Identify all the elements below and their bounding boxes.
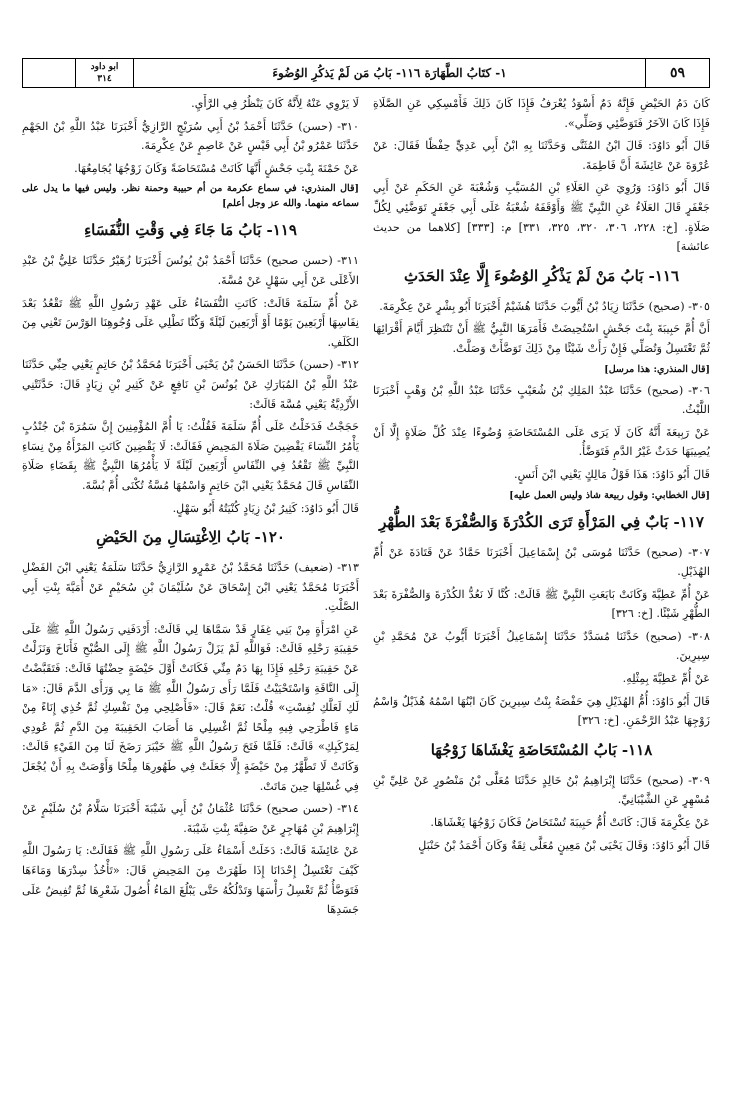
paragraph: كَانَ دَمُ الحَيْضِ فَإِنَّهُ دَمٌ أَسْوَدُ يُعْرَفُ فَإِذَا كَانَ ذَلِكَ فَأَمْسِكِي عَنِ الصَّلَاةِ فَإِذَا كَانَ الآخَرُ فَتَوَضَّئِي وَصَلِّي». (373, 97, 710, 130)
paragraph: قَالَ أَبُو دَاوُدَ: قَالَ ابْنُ المُثَنَّى وَحَدَّثَنَا بِهِ ابْنُ أَبِي عَدِيٍّ حِفْظًا فَقَالَ: عَنْ عُرْوَةَ عَنْ عَائِشَةَ أَنَّ فَاطِمَةَ. (373, 139, 710, 172)
paragraph: ٣١٢- (حسن) حَدَّثَنَا الحَسَنُ بْنُ يَحْيَى أَخْبَرَنَا مُحَمَّدُ بْنُ حَاتِمٍ يَعْنِي حِبِّي حَدَّثَنَا عَبْدُ اللَّهِ بْنُ المُبَارَكِ عَنْ يُونُسَ بْنِ نَافِعٍ عَنْ كَثِيرِ بْنِ زِيَادٍ قَالَ: حَدَّثَتْنِي الأَزْدِيَّةُ يَعْنِي مُسَّةَ قَالَتْ: (22, 358, 359, 411)
paragraph: عَنْ رَبِيعَةَ أَنَّهُ كَانَ لَا يَرَى عَلَى المُسْتَحَاضَةِ وُضُوءًا عِنْدَ كُلِّ صَلَاةٍ إِلَّا أَنْ يُصِيبَهَا حَدَثٌ غَيْرُ الدَّمِ فَتَوَضَّأُ. (373, 425, 710, 459)
paragraph: قَالَ أَبُو دَاوُدَ: أُمُّ الهُذَيْلِ هِيَ حَفْصَةُ بِنْتُ سِيرِينَ كَانَ ابْنُهَا اسْمُهُ هُذَيْلٌ وَاسْمُ زَوْجِهَا عَبْدُ الرَّحْمَنِ. [خ: ٣٢٦] (373, 694, 710, 728)
paragraph: ٣٠٦- (صحيح) حَدَّثَنَا عَبْدُ المَلِكِ بْنُ شُعَيْبٍ حَدَّثَنَا عَبْدُ اللَّهِ بْنُ وَهْبٍ أَخْبَرَنَا اللَّيْثُ. (373, 383, 710, 417)
right-column (373, 94, 710, 1092)
page-number: ٥٩ (645, 59, 709, 87)
book-name: ابو داود (90, 62, 119, 72)
paragraph: ٣٠٨- (صحيح) حَدَّثَنَا مُسَدَّدٌ حَدَّثَنَا إِسْمَاعِيلُ أَخْبَرَنَا أَيُّوبُ عَنْ مُحَمَّدِ بْنِ سِيرِينَ. (373, 629, 710, 663)
paragraph: قَالَ أَبُو دَاوُدَ: هَذَا قَوْلُ مَالِكٍ يَعْنِي ابْنَ أَنَسٍ. (514, 467, 710, 481)
page-header (22, 58, 710, 88)
paragraph: ٣٠٥- (صحيح) حَدَّثَنَا زِيَادُ بْنُ أَيُّوبَ حَدَّثَنَا هُشَيْمٌ أَخْبَرَنَا أَبُو بِشْرٍ عَنْ عِكْرِمَةَ. (379, 299, 710, 313)
chapter-heading: ١١٧- بَابٌ فِي المَرْأَةِ تَرَى الكُدْرَةَ وَالصُّفْرَةَ بَعْدَ الطُّهْرِ (379, 512, 704, 531)
paragraph: ٣١١- (حسن صحيح) حَدَّثَنَا أَحْمَدُ بْنُ يُونُسَ أَخْبَرَنَا زُهَيْرٌ حَدَّثَنَا عَلِيُّ بْنُ عَبْدِ الأَعْلَى عَنْ أَبِي سَهْلٍ عَنْ مُسَّةَ. (22, 254, 359, 287)
book-hadith-box (75, 59, 133, 87)
paragraph: عَنْ أُمِّ عَطِيَّةَ بِمِثْلِهِ. (622, 672, 710, 686)
paragraph: عَنْ أُمِّ عَطِيَّةَ وَكَانَتْ بَايَعَتِ النَّبِيَّ ﷺ قَالَتْ: كُنَّا لَا نَعُدُّ الكُدْرَةَ وَالصُّفْرَةَ بَعْدَ الطُّهْرِ شَيْئًا. [خ: ٣٢٦] (373, 587, 710, 621)
paragraph: لَا يَرْوِي عَنْهُ لِأَنَّهُ كَانَ يَنْظُرُ فِي الرَّأْيِ. (191, 97, 359, 110)
paragraph: قَالَ أَبُو دَاوُدَ: وَرُوِيَ عَنِ العَلَاءِ بْنِ المُسَيَّبِ وَشُعْبَةَ عَنِ الحَكَمِ عَنْ أَبِي جَعْفَرٍ قَالَ العَلَاءُ عَنِ النَّبِيِّ ﷺ وَأَوْقَفَهُ شُعْبَةُ عَلَى أَبِي جَعْفَرٍ تَوَضَّئِي لِكُلِّ صَلَاةٍ. [خ: ٢٢٨، ٣٠٦، ٣٢٠، ٣٢٥، ٣٣١] م: [٣٣٣] [كلاهما من حديث عائشة] (373, 181, 710, 254)
footnote: [قال الخطابي: وقول ربيعة شاذ وليس العمل عليه] (509, 489, 710, 501)
paragraph: عَنِ امْرَأَةٍ مِنْ بَنِي غِفَارٍ قَدْ سَمَّاهَا لِي قَالَتْ: أَرْدَفَنِي رَسُولُ اللَّهِ ﷺ عَلَى حَقِيبَةِ رَحْلِهِ قَالَتْ: فَوَاللَّهِ لَمْ يَزَلْ رَسُولُ اللَّهِ ﷺ إِلَى الصُّبْحِ فَأَنَاخَ وَنَزَلْتُ عَنْ حَقِيبَةِ رَحْلِهِ فَإِذَا بِهَا دَمٌ مِنِّي فَكَانَتْ أَوَّلَ حَيْضَةٍ حِضْتُهَا قَالَتْ: فَتَقَبَّضْتُ إِلَى النَّاقَةِ وَاسْتَحْيَيْتُ فَلَمَّا رَأَى رَسُولُ اللَّهِ ﷺ مَا بِي وَرَأَى الدَّمَ قَالَ: «مَا لَكِ لَعَلَّكِ نُفِسْتِ» قُلْتُ: نَعَمْ قَالَ: «فَأَصْلِحِي مِنْ نَفْسِكِ ثُمَّ خُذِي إِنَاءً مِنْ مَاءٍ فَاطْرَحِي فِيهِ مِلْحًا ثُمَّ اغْسِلِي مَا أَصَابَ الحَقِيبَةَ مِنَ الدَّمِ ثُمَّ عُودِي لِمَرْكَبِكِ» قَالَتْ: فَلَمَّا فَتَحَ رَسُولُ اللَّهِ ﷺ خَيْبَرَ رَضَخَ لَنَا مِنَ الفَيْءِ قَالَتْ: وَكَانَتْ لَا تَطَّهَّرُ مِنْ حَيْضَةٍ إِلَّا جَعَلَتْ فِي طَهُورِهَا مِلْحًا وَأَوْصَتْ بِهِ أَنْ يُجْعَلَ فِي غُسْلِهَا حِينَ مَاتَتْ. (22, 622, 359, 793)
footnote: [قال المنذري: في سماع عكرمة من أم حبيبة وحمنة نظر. وليس فيها ما يدل على سماعه منهما. والله عز وجل أعلم] (22, 183, 359, 210)
paragraph: أَنَّ أُمَّ حَبِيبَةَ بِنْتَ جَحْشٍ اسْتُحِيضَتْ فَأَمَرَهَا النَّبِيُّ ﷺ أَنْ تَنْتَظِرَ أَيَّامَ أَقْرَائِهَا ثُمَّ تَغْتَسِلُ وَتُصَلِّي فَإِنْ رَأَتْ شَيْئًا مِنْ ذَلِكَ تَوَضَّأَتْ وَصَلَّتْ. (373, 322, 710, 355)
running-title: ١- كتَابُ الطَّهَارَة ١١٦- بَابُ مَن لَمْ يَذكُرِ الوُضُوءَ (133, 59, 645, 87)
paragraph: قَالَ أَبُو دَاوُدَ: وَقَالَ يَحْيَى بْنُ مَعِينٍ مُعَلَّى ثِقَةٌ وَكَانَ أَحْمَدُ بْنُ حَنْبَلٍ (418, 838, 710, 852)
chapter-heading: ١١٨- بَابُ المُسْتَحَاضَةِ يَغْشَاهَا زَوْجُهَا (430, 740, 653, 759)
header-blank-cell (23, 59, 75, 87)
left-column (22, 94, 359, 1092)
paragraph: ٣١٤- (حسن صحيح) حَدَّثَنَا عُثْمَانُ بْنُ أَبِي شَيْبَةَ أَخْبَرَنَا سَلَّامُ بْنُ سُلَيْمٍ عَنْ إِبْرَاهِيمَ بْنِ مُهَاجِرٍ عَنْ صَفِيَّةَ بِنْتِ شَيْبَةَ. (22, 802, 359, 835)
paragraph: عَنْ عِكْرِمَةَ قَالَ: كَانَتْ أُمُّ حَبِيبَةَ تُسْتَحَاضُ فَكَانَ زَوْجُهَا يَغْشَاهَا. (430, 816, 710, 830)
text-columns (22, 94, 710, 1092)
paragraph: حَجَجْتُ فَدَخَلْتُ عَلَى أُمِّ سَلَمَةَ فَقُلْتُ: يَا أُمَّ المُؤْمِنِينَ إِنَّ سَمُرَةَ بْنَ جُنْدُبٍ يَأْمُرُ النِّسَاءَ يَقْضِينَ صَلَاةَ المَحِيضِ فَقَالَتْ: لَا يَقْضِينَ كَانَتِ المَرْأَةُ مِنْ نِسَاءِ النَّبِيِّ ﷺ تَقْعُدُ فِي النِّفَاسِ أَرْبَعِينَ لَيْلَةً لَا يَأْمُرُهَا النَّبِيُّ ﷺ بِقَضَاءِ صَلَاةِ النِّفَاسِ قَالَ مُحَمَّدٌ يَعْنِي ابْنَ حَاتِمٍ وَاسْمُهَا مُسَّةُ تُكْنَى أُمَّ بُسَّةَ. (22, 420, 359, 492)
chapter-heading: ١١٩- بَابُ مَا جَاءَ فِي وَقْتِ النُّفَسَاءِ (84, 221, 297, 240)
paragraph: عَنْ عَائِشَةَ قَالَتْ: دَخَلَتْ أَسْمَاءُ عَلَى رَسُولِ اللَّهِ ﷺ فَقَالَتْ: يَا رَسُولَ اللَّهِ كَيْفَ تَغْتَسِلُ إِحْدَانَا إِذَا طَهُرَتْ مِنَ المَحِيضِ قَالَ: «تَأْخُذُ سِدْرَهَا وَمَاءَهَا فَتَوَضَّأُ ثُمَّ تَغْسِلُ رَأْسَهَا وَتَدْلُكُهُ حَتَّى يَبْلُغَ المَاءُ أُصُولَ شَعْرِهَا ثُمَّ تُفِيضُ عَلَى جَسَدِهَا (22, 844, 359, 917)
paragraph: ٣١٣- (ضعيف) حَدَّثَنَا مُحَمَّدُ بْنُ عَمْرٍو الرَّازِيُّ حَدَّثَنَا سَلَمَةُ يَعْنِي ابْنَ الفَضْلِ أَخْبَرَنَا مُحَمَّدٌ يَعْنِي ابْنَ إِسْحَاقَ عَنْ سُلَيْمَانَ بْنِ سُحَيْمٍ عَنْ أُمَيَّةَ بِنْتِ أَبِي الصَّلْتِ. (22, 561, 359, 614)
paragraph: عَنْ أُمِّ سَلَمَةَ قَالَتْ: كَانَتِ النُّفَسَاءُ عَلَى عَهْدِ رَسُولِ اللَّهِ ﷺ تَقْعُدُ بَعْدَ نِفَاسِهَا أَرْبَعِينَ يَوْمًا أَوْ أَرْبَعِينَ لَيْلَةً وَكُنَّا نَطْلِي عَلَى وُجُوهِنَا الوَرْسَ تَعْنِي مِنَ الكَلَفِ. (22, 296, 359, 349)
paragraph: ٣٠٩- (صحيح) حَدَّثَنَا إِبْرَاهِيمُ بْنُ خَالِدٍ حَدَّثَنَا مُعَلَّى بْنُ مَنْصُورٍ عَنْ عَلِيِّ بْنِ مُسْهِرٍ عَنِ الشَّيْبَانِيِّ. (373, 773, 710, 807)
hadith-range: ٣١٤ (97, 74, 112, 84)
paragraph: قَالَ أَبُو دَاوُدَ: كَثِيرُ بْنُ زِيَادٍ كُنْيَتُهُ أَبُو سَهْلٍ. (172, 501, 359, 515)
footnote: [قال المنذري: هذا مرسل] (604, 363, 710, 375)
paragraph: ٣٠٧- (صحيح) حَدَّثَنَا مُوسَى بْنُ إِسْمَاعِيلَ أَخْبَرَنَا حَمَّادٌ عَنْ قَتَادَةَ عَنْ أُمِّ الهُذَيْلِ. (373, 545, 710, 579)
paragraph: ٣١٠- (حسن) حَدَّثَنَا أَحْمَدُ بْنُ أَبِي سُرَيْجٍ الرَّازِيُّ أَخْبَرَنَا عَبْدُ اللَّهِ بْنُ الجَهْمِ حَدَّثَنَا عَمْرُو بْنُ أَبِي قَيْسٍ عَنْ عَاصِمٍ عَنْ عِكْرِمَةَ. (22, 119, 359, 153)
paragraph: عَنْ حَمْنَةَ بِنْتِ جَحْشٍ أَنَّهَا كَانَتْ مُسْتَحَاضَةً وَكَانَ زَوْجُهَا يُجَامِعُهَا. (74, 161, 359, 175)
chapter-heading: ١١٦- بَابُ مَنْ لَمْ يَذْكُرِ الوُضُوءَ إِلَّا عِنْدَ الحَدَثِ (403, 266, 680, 285)
chapter-heading: ١٢٠- بَابُ الِاغْتِسَالِ مِنَ الحَيْضِ (96, 528, 285, 547)
